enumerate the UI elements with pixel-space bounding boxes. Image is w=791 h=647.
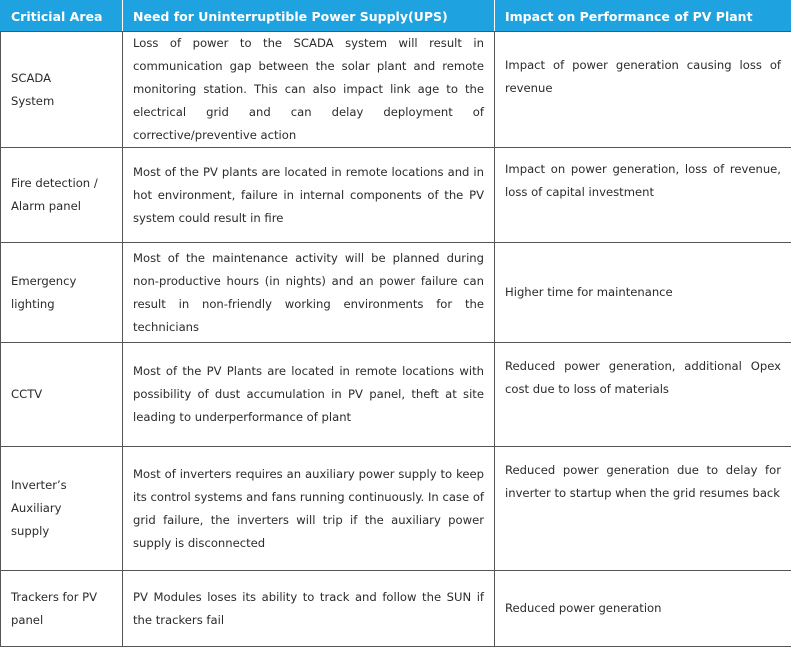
header-critical-area: Criticial Area bbox=[1, 1, 123, 32]
row-impact: Higher time for maintenance bbox=[495, 243, 791, 343]
table-header-row bbox=[1, 1, 791, 32]
row-area: Trackers for PV panel bbox=[1, 571, 123, 647]
row-impact: Reduced power generation, additional Opex cost due to loss of materials bbox=[495, 343, 791, 447]
row-area: Fire detection / Alarm panel bbox=[1, 148, 123, 243]
row-impact: Reduced power generation due to delay for inverter to startup when the grid resumes back bbox=[495, 447, 791, 571]
row-need: Most of the PV Plants are located in remote locations with possibility of dust accumulation in PV panel, theft at site leading to underperformance of plant bbox=[123, 343, 495, 447]
header-pv-impact: Impact on Performance of PV Plant bbox=[495, 1, 791, 32]
row-area: SCADA System bbox=[1, 32, 123, 148]
row-need: PV Modules loses its ability to track and follow the SUN if the trackers fail bbox=[123, 571, 495, 647]
table-row bbox=[1, 447, 791, 571]
row-impact: Impact on power generation, loss of revenue, loss of capital investment bbox=[495, 148, 791, 243]
row-impact: Reduced power generation bbox=[495, 571, 791, 647]
row-need: Most of the maintenance activity will be planned during non-productive hours (in nights) and an power failure can result in non-friendly working environments for the technicians bbox=[123, 243, 495, 343]
table-row bbox=[1, 32, 791, 148]
row-impact: Impact of power generation causing loss of revenue bbox=[495, 32, 791, 148]
row-area: Emergency lighting bbox=[1, 243, 123, 343]
row-need: Loss of power to the SCADA system will result in communication gap between the solar plant and remote monitoring station. This can also impact link age to the electrical grid and can delay deployment of corrective/preventive action bbox=[123, 32, 495, 148]
table-row bbox=[1, 343, 791, 447]
row-need: Most of the PV plants are located in remote locations and in hot environment, failure in internal components of the PV system could result in fire bbox=[123, 148, 495, 243]
row-need: Most of inverters requires an auxiliary power supply to keep its control systems and fans running continuously. In case of grid failure, the inverters will trip if the auxiliary power supply is disconnected bbox=[123, 447, 495, 571]
header-ups-need: Need for Uninterruptible Power Supply(UPS) bbox=[123, 1, 495, 32]
row-area: Inverter’s Auxiliary supply bbox=[1, 447, 123, 571]
table-row bbox=[1, 243, 791, 343]
table-row bbox=[1, 571, 791, 647]
table-row bbox=[1, 148, 791, 243]
row-area: CCTV bbox=[1, 343, 123, 447]
